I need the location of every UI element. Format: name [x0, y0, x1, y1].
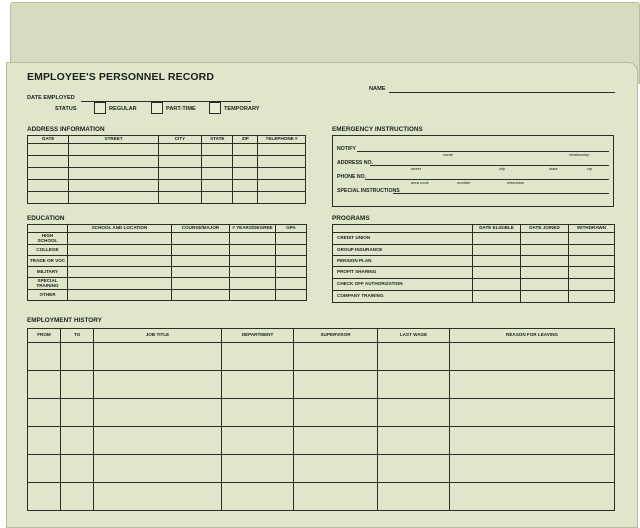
employment-col-to: TO: [61, 329, 94, 343]
table-row[interactable]: [28, 455, 615, 483]
address-no-label: ADDRESS NO.: [337, 160, 374, 166]
employment-col-last-wage: LAST WAGE: [378, 329, 450, 343]
table-row[interactable]: [28, 233, 307, 245]
employment-col-department: DEPARTMENT: [222, 329, 294, 343]
emergency-box: [332, 135, 614, 207]
employment-col-from: FROM: [28, 329, 61, 343]
education-section-title: EDUCATION: [27, 215, 65, 222]
table-row[interactable]: [28, 399, 615, 427]
page-title: EMPLOYEE'S PERSONNEL RECORD: [27, 71, 215, 83]
education-col-school: SCHOOL AND LOCATION: [68, 225, 172, 233]
table-row[interactable]: [28, 192, 306, 204]
programs-table: [332, 224, 615, 303]
education-row-label: TRADE OR VOC: [28, 256, 68, 267]
notify-label: NOTIFY: [337, 146, 357, 152]
table-row[interactable]: [28, 343, 615, 371]
table-row[interactable]: [28, 483, 615, 511]
education-table: [27, 224, 307, 301]
table-row[interactable]: [333, 279, 615, 291]
name-label: NAME: [369, 86, 386, 92]
table-row[interactable]: [28, 168, 306, 180]
street-caption: street: [411, 166, 422, 171]
personnel-record-folder: [6, 62, 638, 528]
state-caption: state: [549, 166, 558, 171]
employment-col-job-title: JOB TITLE: [94, 329, 222, 343]
address-col-telephone: TELEPHONE #: [258, 136, 306, 144]
program-row-label: CREDIT UNION: [333, 233, 473, 245]
table-row[interactable]: [28, 267, 307, 278]
date-employed-line[interactable]: [81, 101, 251, 102]
table-row[interactable]: [28, 256, 307, 267]
extension-caption: extension: [507, 180, 525, 185]
programs-section-title: PROGRAMS: [332, 215, 370, 222]
emergency-section-title: EMERGENCY INSTRUCTIONS: [332, 126, 423, 133]
special-instructions-label: SPECIAL INSTRUCTIONS: [337, 188, 400, 194]
education-col-gpa: GPA: [276, 225, 307, 233]
table-row[interactable]: [28, 245, 307, 256]
table-row[interactable]: [28, 290, 307, 301]
address-section-title: ADDRESS INFORMATION: [27, 126, 105, 133]
emergency-phone-line[interactable]: [365, 179, 609, 180]
status-regular-label: REGULAR: [109, 106, 137, 112]
address-col-state: STATE: [202, 136, 233, 144]
program-row-label: PENSION PLAN: [333, 256, 473, 267]
education-col-years: # YEARS/DEGREE: [230, 225, 276, 233]
relationship-caption: relationship: [569, 152, 590, 157]
programs-col-blank: [333, 225, 473, 233]
education-row-label: COLLEGE: [28, 245, 68, 256]
program-row-label: PROFIT SHARING: [333, 267, 473, 279]
program-row-label: COMPANY TRAINING: [333, 291, 473, 303]
table-row[interactable]: [333, 256, 615, 267]
address-col-zip: ZIP: [233, 136, 258, 144]
name-line[interactable]: [389, 92, 615, 93]
address-col-street: STREET: [69, 136, 158, 144]
program-row-label: GROUP INSURANCE: [333, 245, 473, 256]
education-row-label: SPECIAL TRAINING: [28, 278, 68, 290]
number-caption: number: [457, 180, 471, 185]
emergency-address-line[interactable]: [370, 165, 609, 166]
area-code-caption: area code: [411, 180, 429, 185]
table-row[interactable]: [28, 180, 306, 192]
status-temporary-checkbox[interactable]: [209, 102, 221, 114]
education-row-label: HIGH SCHOOL: [28, 233, 68, 245]
education-row-label: OTHER: [28, 290, 68, 301]
table-row[interactable]: [28, 427, 615, 455]
education-col-course: COURSE/MAJOR: [172, 225, 230, 233]
table-row[interactable]: [28, 156, 306, 168]
phone-no-label: PHONE NO.: [337, 174, 367, 180]
address-col-city: CITY: [158, 136, 202, 144]
status-label: STATUS: [55, 106, 77, 112]
city-caption: city: [499, 166, 505, 171]
address-table: [27, 135, 306, 204]
table-row[interactable]: [28, 278, 307, 290]
program-row-label: CHECK OFF AUTHORIZATION: [333, 279, 473, 291]
status-part-time-checkbox[interactable]: [151, 102, 163, 114]
zip-caption: zip: [587, 166, 593, 171]
employment-table: [27, 328, 615, 511]
table-row[interactable]: [333, 291, 615, 303]
status-part-time-label: PART-TIME: [166, 106, 196, 112]
name-caption: name: [443, 152, 454, 157]
status-regular-checkbox[interactable]: [94, 102, 106, 114]
employment-col-reason: REASON FOR LEAVING: [450, 329, 615, 343]
education-row-label: MILITARY: [28, 267, 68, 278]
programs-col-date-joined: DATE JOINED: [521, 225, 569, 233]
programs-col-withdrawn: WITHDRAWN: [569, 225, 615, 233]
special-instructions-line[interactable]: [393, 193, 609, 194]
employment-section-title: EMPLOYMENT HISTORY: [27, 317, 102, 324]
table-row[interactable]: [28, 144, 306, 156]
table-row[interactable]: [333, 267, 615, 279]
date-employed-label: DATE EMPLOYED: [27, 95, 75, 101]
status-temporary-label: TEMPORARY: [224, 106, 260, 112]
table-row[interactable]: [28, 371, 615, 399]
education-col-blank: [28, 225, 68, 233]
employment-col-supervisor: SUPERVISOR: [294, 329, 378, 343]
table-row[interactable]: [333, 233, 615, 245]
programs-col-date-eligible: DATE ELIGIBLE: [473, 225, 521, 233]
table-row[interactable]: [333, 245, 615, 256]
address-col-date: DATE: [28, 136, 69, 144]
